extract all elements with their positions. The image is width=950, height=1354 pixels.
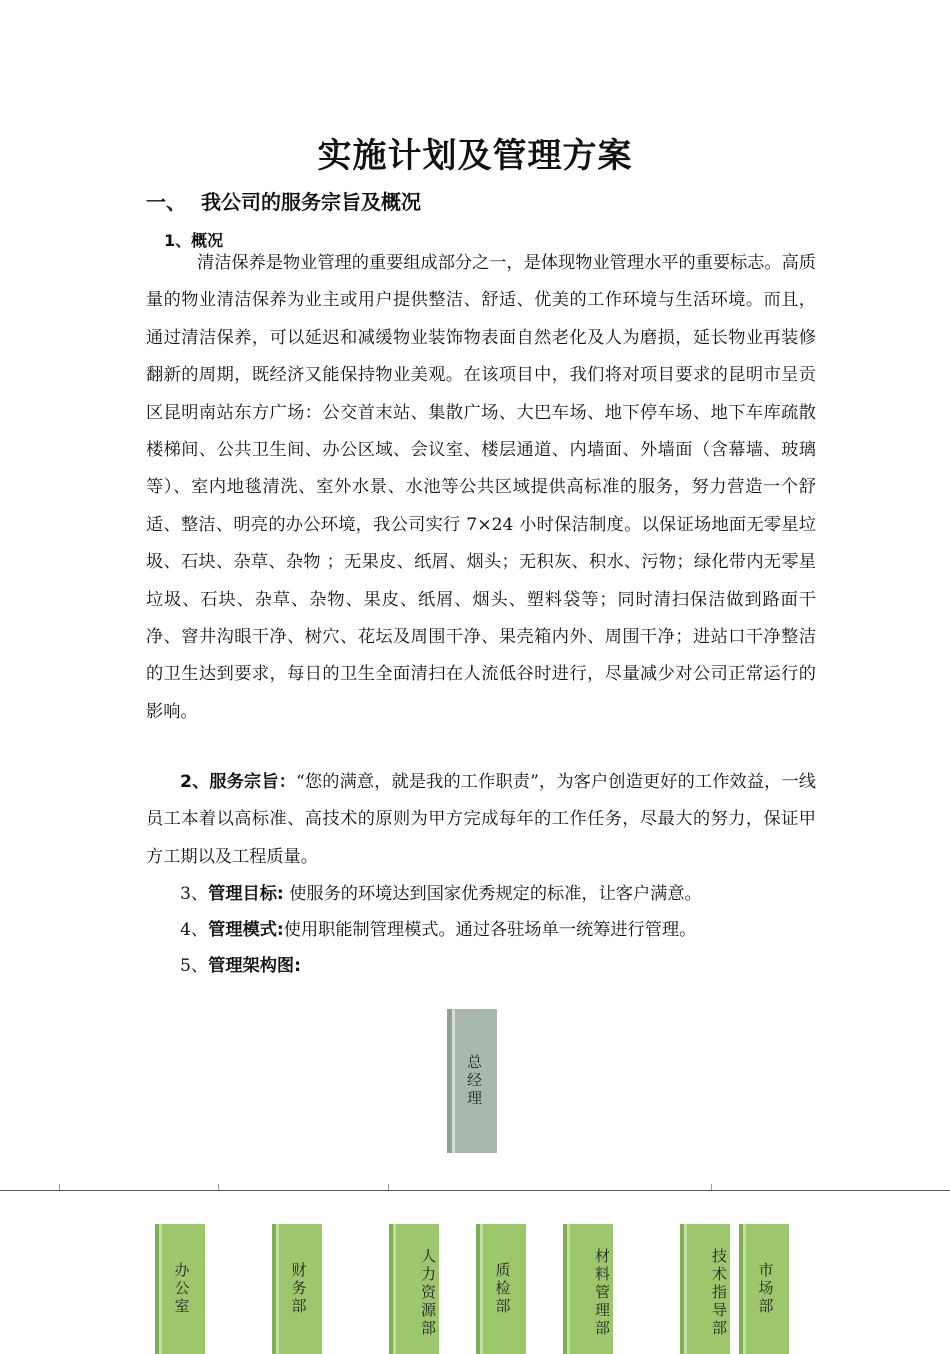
org-chart-label: 管理架构图: [208, 956, 301, 976]
org-connector-tick [388, 1184, 389, 1190]
management-goal-separator: : [276, 884, 284, 904]
management-goal-number: 3、 [180, 884, 209, 904]
org-chart-heading-line [180, 948, 301, 985]
org-connector-line [0, 1190, 950, 1191]
service-purpose-paragraph [146, 764, 816, 876]
org-box-finance: 财务部 [272, 1224, 322, 1354]
org-box-office: 办公室 [155, 1224, 205, 1354]
management-goal-line [180, 876, 702, 913]
management-mode-label: 管理模式: [208, 920, 284, 940]
document-title: 实施计划及管理方案 [317, 136, 633, 176]
org-box-quality: 质检部 [476, 1224, 526, 1354]
management-goal-text: 使服务的环境达到国家优秀规定的标准，让客户满意。 [283, 884, 702, 904]
service-purpose-label: 2、服务宗旨： [180, 772, 297, 792]
org-chart-number: 5、 [180, 956, 209, 976]
org-box-marketing: 市场部 [739, 1224, 789, 1354]
management-mode-text: 使用职能制管理模式。通过各驻场单一统筹进行管理。 [283, 920, 697, 940]
org-connector-tick [59, 1184, 60, 1190]
overview-heading: 1、概况 [164, 231, 224, 250]
management-goal-label: 管理目标 [208, 884, 277, 904]
section-title: 我公司的服务宗旨及概况 [201, 190, 421, 214]
overview-paragraph: 清洁保养是物业管理的重要组成部分之一，是体现物业管理水平的重要标志。高质量的物业清洁保养为业主或用户提供整洁、舒适、优美的工作环境与生活环境。而且，通过清洁保养，可以延迟和减缓物业装饰物表面自然老化及人为磨损，延长物业再装修翻新的周期，既经济又能保持物业美观。在该项目中，我们将对项目要求的昆明市呈贡区昆明南站东方广场：公交首末站、集散广场、大巴车场、地下停车场、地下车库疏散楼梯间、公共卫生间、办公区域、会议室、楼层通道、内墙面、外墙面（含幕墙、玻璃等）、室内地毯清洗、室外水景、水池等公共区域提供高标准的服务，努力营造一个舒适、整洁、明亮的办公环境，我公司实行 7×24 小时保洁制度。以保证场地面无零星垃圾、石块、杂草、杂物 ；无果皮、纸屑、烟头；无积灰、积水、污物；绿化带内无零星垃圾、石块、杂草、杂物、果皮、纸屑、烟头、塑料袋等；同时清扫保洁做到路面干净、窨井沟眼干净、树穴、花坛及周围干净、果壳箱内外、周围干净；进站口干净整洁的卫生达到要求，每日的卫生全面清扫在人流低谷时进行，尽量减少对公司正常运行的影响。 [146, 253, 816, 722]
org-box-materials: 材料管理部 [563, 1224, 613, 1354]
management-mode-line [180, 912, 696, 949]
org-connector-tick [218, 1184, 219, 1190]
org-box-hr: 人力资源部 [389, 1224, 439, 1354]
management-mode-number: 4、 [180, 920, 209, 940]
service-purpose-text: “您的满意，就是我的工作职责”，为客户创造更好的工作效益，一线员工本着以高标准、高技术的原则为甲方完成每年的工作任务，尽最大的努力，保证甲方工期以及工程质量。 [146, 772, 816, 867]
org-box-technical: 技术指导部 [680, 1224, 730, 1354]
section-number: 一、 [146, 190, 186, 214]
org-box-general-manager: 总经理 [447, 1009, 497, 1153]
org-connector-tick [711, 1184, 712, 1190]
section-heading [146, 186, 421, 215]
